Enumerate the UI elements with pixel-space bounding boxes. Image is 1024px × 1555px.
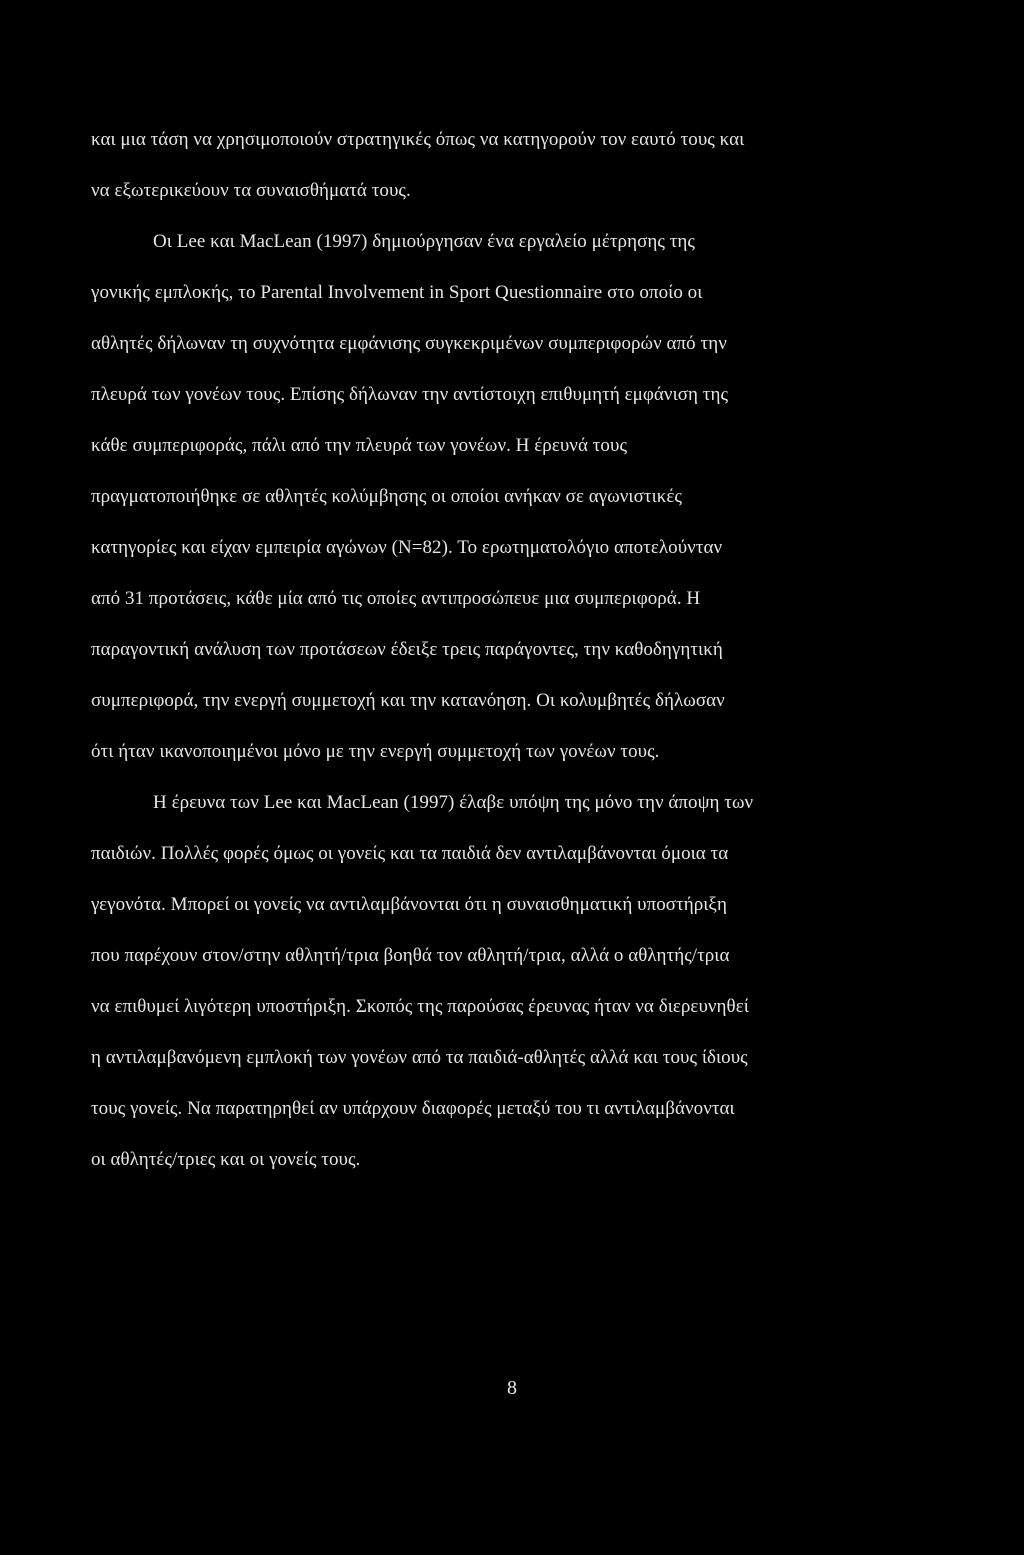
text-line: οι αθλητές/τριες και οι γονείς τους. bbox=[91, 1149, 361, 1170]
text-line: να επιθυμεί λιγότερη υποστήριξη. Σκοπός της παρούσας έρευνας ήταν να διερευνηθεί bbox=[91, 996, 749, 1017]
page-number: 8 bbox=[507, 1377, 517, 1399]
text-line: να εξωτερικεύουν τα συναισθήματά τους. bbox=[91, 180, 411, 201]
text-line: παραγοντική ανάλυση των προτάσεων έδειξε τρεις παράγοντες, την καθοδηγητική bbox=[91, 639, 723, 660]
paragraph-first-line: Η έρευνα των Lee και MacLean (1997) έλαβε υπόψη της μόνο την άποψη των bbox=[153, 792, 754, 813]
text-line: γονικής εμπλοκής, το Parental Involvement in Sport Questionnaire στο οποίο οι bbox=[91, 282, 703, 303]
text-line: και μια τάση να χρησιμοποιούν στρατηγικές όπως να κατηγορούν τον εαυτό τους και bbox=[91, 129, 745, 150]
text-line: κατηγορίες και είχαν εμπειρία αγώνων (N=82). Το ερωτηματολόγιο αποτελούνταν bbox=[91, 537, 723, 558]
text-line: η αντιλαμβανόμενη εμπλοκή των γονέων από τα παιδιά-αθλητές αλλά και τους ίδιους bbox=[91, 1047, 748, 1068]
text-line: πραγματοποιήθηκε σε αθλητές κολύμβησης οι οποίοι ανήκαν σε αγωνιστικές bbox=[91, 486, 682, 507]
paragraph-first-line: Οι Lee και MacLean (1997) δημιούργησαν ένα εργαλείο μέτρησης της bbox=[153, 231, 695, 252]
text-line: πλευρά των γονέων τους. Επίσης δήλωναν την αντίστοιχη επιθυμητή εμφάνιση της bbox=[91, 384, 729, 405]
text-line: από 31 προτάσεις, κάθε μία από τις οποίες αντιπροσώπευε μια συμπεριφορά. Η bbox=[91, 588, 701, 609]
text-line: κάθε συμπεριφοράς, πάλι από την πλευρά των γονέων. Η έρευνά τους bbox=[91, 435, 628, 456]
text-line: γεγονότα. Μπορεί οι γονείς να αντιλαμβάνονται ότι η συναισθηματική υποστήριξη bbox=[91, 894, 727, 915]
text-line: παιδιών. Πολλές φορές όμως οι γονείς και τα παιδιά δεν αντιλαμβάνονται όμοια τα bbox=[91, 843, 729, 864]
text-line: τους γονείς. Να παρατηρηθεί αν υπάρχουν διαφορές μεταξύ του τι αντιλαμβάνονται bbox=[91, 1098, 735, 1119]
text-line: ότι ήταν ικανοποιημένοι μόνο με την ενεργή συμμετοχή των γονέων τους. bbox=[91, 741, 660, 762]
text-line: που παρέχουν στον/στην αθλητή/τρια βοηθά τον αθλητή/τρια, αλλά ο αθλητής/τρια bbox=[91, 945, 730, 966]
text-line: αθλητές δήλωναν τη συχνότητα εμφάνισης συγκεκριμένων συμπεριφορών από την bbox=[91, 333, 727, 354]
text-line: συμπεριφορά, την ενεργή συμμετοχή και την κατανόηση. Οι κολυμβητές δήλωσαν bbox=[91, 690, 725, 711]
